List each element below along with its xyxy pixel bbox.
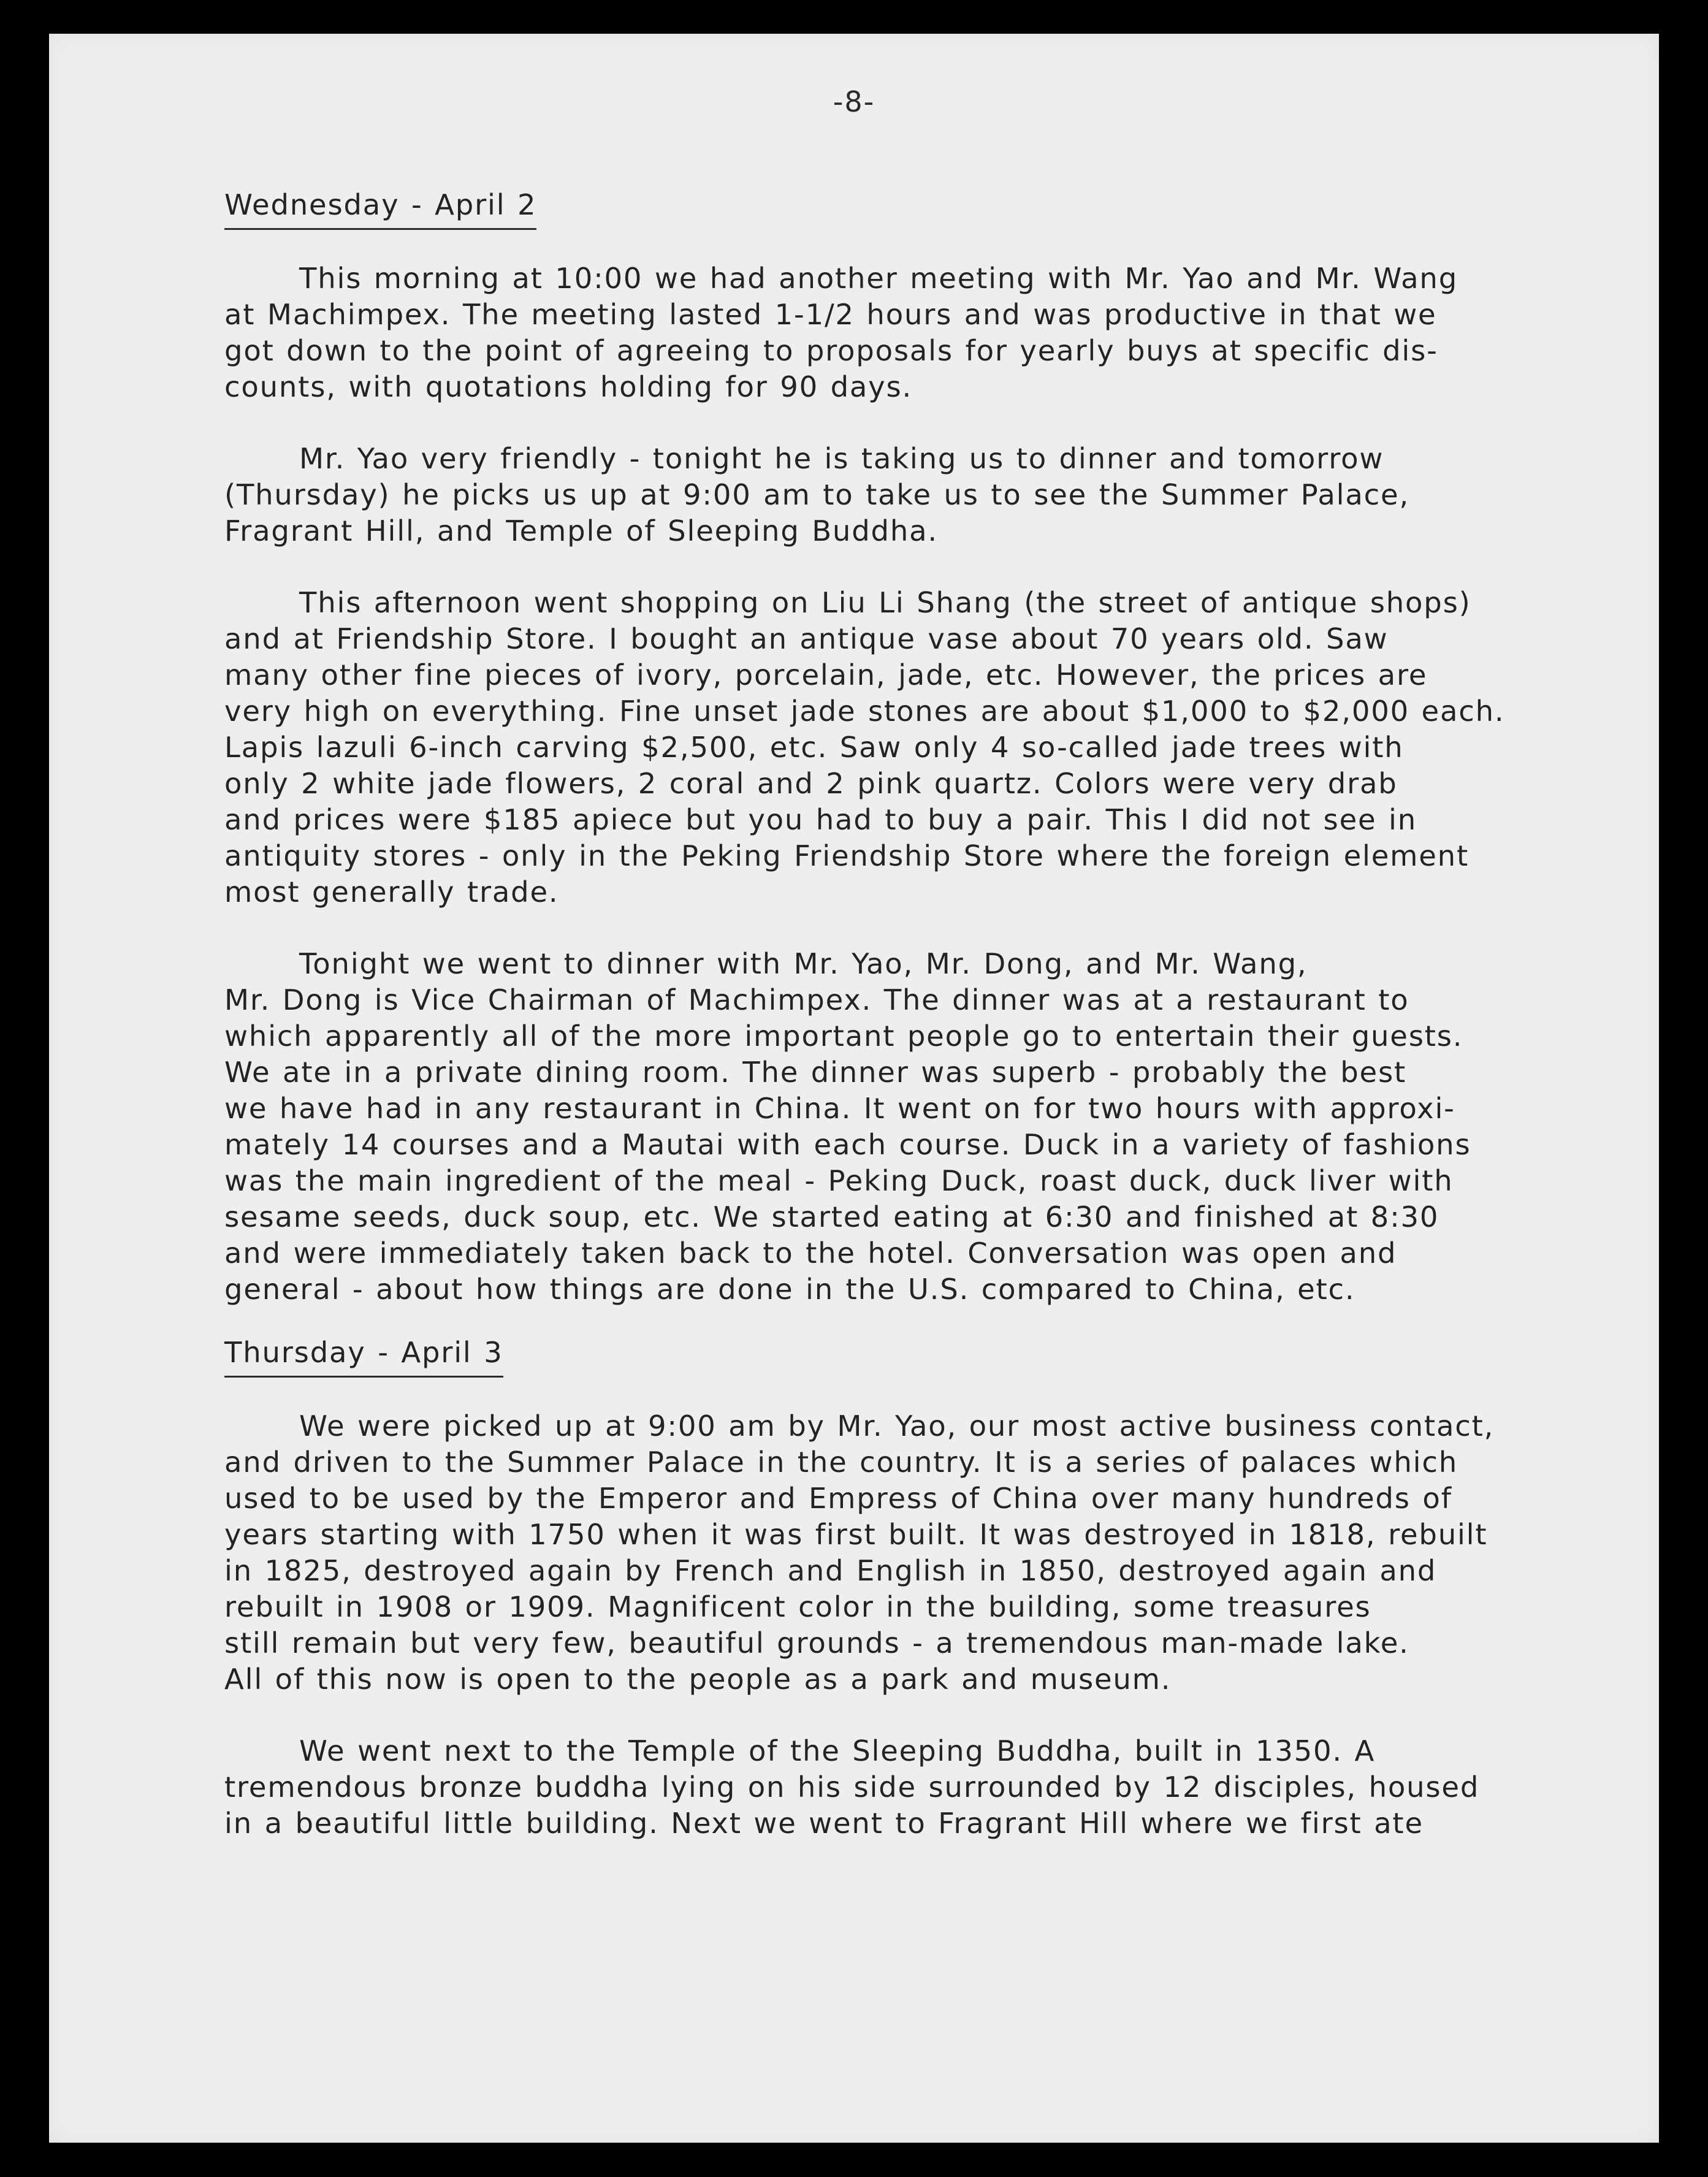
text-line: Lapis lazuli 6-inch carving $2,500, etc. Saw only 4 so-called jade trees with [224,731,1404,764]
text-line: antiquity stores - only in the Peking Friendship Store where the foreign element [224,839,1469,872]
document-body [224,187,1622,1842]
section-heading-thursday: Thursday - April 3 [224,1335,503,1378]
text-line: Mr. Dong is Vice Chairman of Machimpex. The dinner was at a restaurant to [224,983,1409,1016]
text-line: rebuilt in 1908 or 1909. Magnificent color in the building, some treasures [224,1590,1371,1623]
text-line: This afternoon went shopping on Liu Li Shang (the street of antique shops) [299,586,1471,619]
text-line: we have had in any restaurant in China. It went on for two hours with approxi- [224,1092,1455,1125]
text-line: and prices were $185 apiece but you had to buy a pair. This I did not see in [224,803,1417,836]
text-line: very high on everything. Fine unset jade stones are about $1,000 to $2,000 each. [224,695,1505,728]
text-line: and were immediately taken back to the hotel. Conversation was open and [224,1237,1397,1270]
text-line: only 2 white jade flowers, 2 coral and 2 pink quartz. Colors were very drab [224,767,1398,800]
paragraph [224,585,1622,910]
text-line: years starting with 1750 when it was first built. It was destroyed in 1818, rebuilt [224,1518,1488,1551]
page-number: -8- [833,85,875,118]
text-line: We ate in a private dining room. The dinner was superb - probably the best [224,1056,1407,1089]
text-line: at Machimpex. The meeting lasted 1-1/2 hours and was productive in that we [224,298,1437,331]
text-line: many other fine pieces of ivory, porcelain, jade, etc. However, the prices are [224,658,1428,692]
text-line: still remain but very few, beautiful grounds - a tremendous man-made lake. [224,1626,1409,1660]
paragraph [224,946,1622,1308]
paragraph [224,261,1622,405]
text-line: used to be used by the Emperor and Empress of China over many hundreds of [224,1482,1452,1515]
text-line: which apparently all of the more important people go to entertain their guests. [224,1020,1463,1053]
text-line: counts, with quotations holding for 90 days. [224,370,913,403]
text-line: (Thursday) he picks us up at 9:00 am to take us to see the Summer Palace, [224,478,1410,511]
text-line: in 1825, destroyed again by French and English in 1850, destroyed again and [224,1554,1437,1587]
paragraph [224,1733,1622,1842]
paragraph [224,441,1622,549]
text-line: Tonight we went to dinner with Mr. Yao, Mr. Dong, and Mr. Wang, [299,947,1308,980]
text-line: We were picked up at 9:00 am by Mr. Yao, our most active business contact, [299,1409,1495,1443]
text-line: Mr. Yao very friendly - tonight he is taking us to dinner and tomorrow [299,442,1384,475]
text-line: All of this now is open to the people as a park and museum. [224,1663,1172,1696]
text-line: most generally trade. [224,875,559,909]
text-line: got down to the point of agreeing to proposals for yearly buys at specific dis- [224,334,1438,367]
text-line: We went next to the Temple of the Sleeping Buddha, built in 1350. A [299,1734,1376,1767]
text-line: mately 14 courses and a Mautai with each course. Duck in a variety of fashions [224,1128,1471,1161]
text-line: in a beautiful little building. Next we went to Fragrant Hill where we first ate [224,1807,1424,1840]
text-line: was the main ingredient of the meal - Peking Duck, roast duck, duck liver with [224,1164,1454,1197]
section-heading-wednesday: Wednesday - April 2 [224,187,536,230]
document-page [49,34,1659,2143]
text-line: This morning at 10:00 we had another meeting with Mr. Yao and Mr. Wang [299,262,1458,295]
text-line: sesame seeds, duck soup, etc. We started eating at 6:30 and finished at 8:30 [224,1200,1439,1233]
text-line: tremendous bronze buddha lying on his side surrounded by 12 disciples, housed [224,1771,1480,1804]
text-line: and at Friendship Store. I bought an antique vase about 70 years old. Saw [224,622,1389,655]
text-line: Fragrant Hill, and Temple of Sleeping Buddha. [224,514,938,547]
text-line: and driven to the Summer Palace in the country. It is a series of palaces which [224,1446,1458,1479]
text-line: general - about how things are done in the U.S. compared to China, etc. [224,1273,1355,1306]
paragraph [224,1408,1622,1698]
